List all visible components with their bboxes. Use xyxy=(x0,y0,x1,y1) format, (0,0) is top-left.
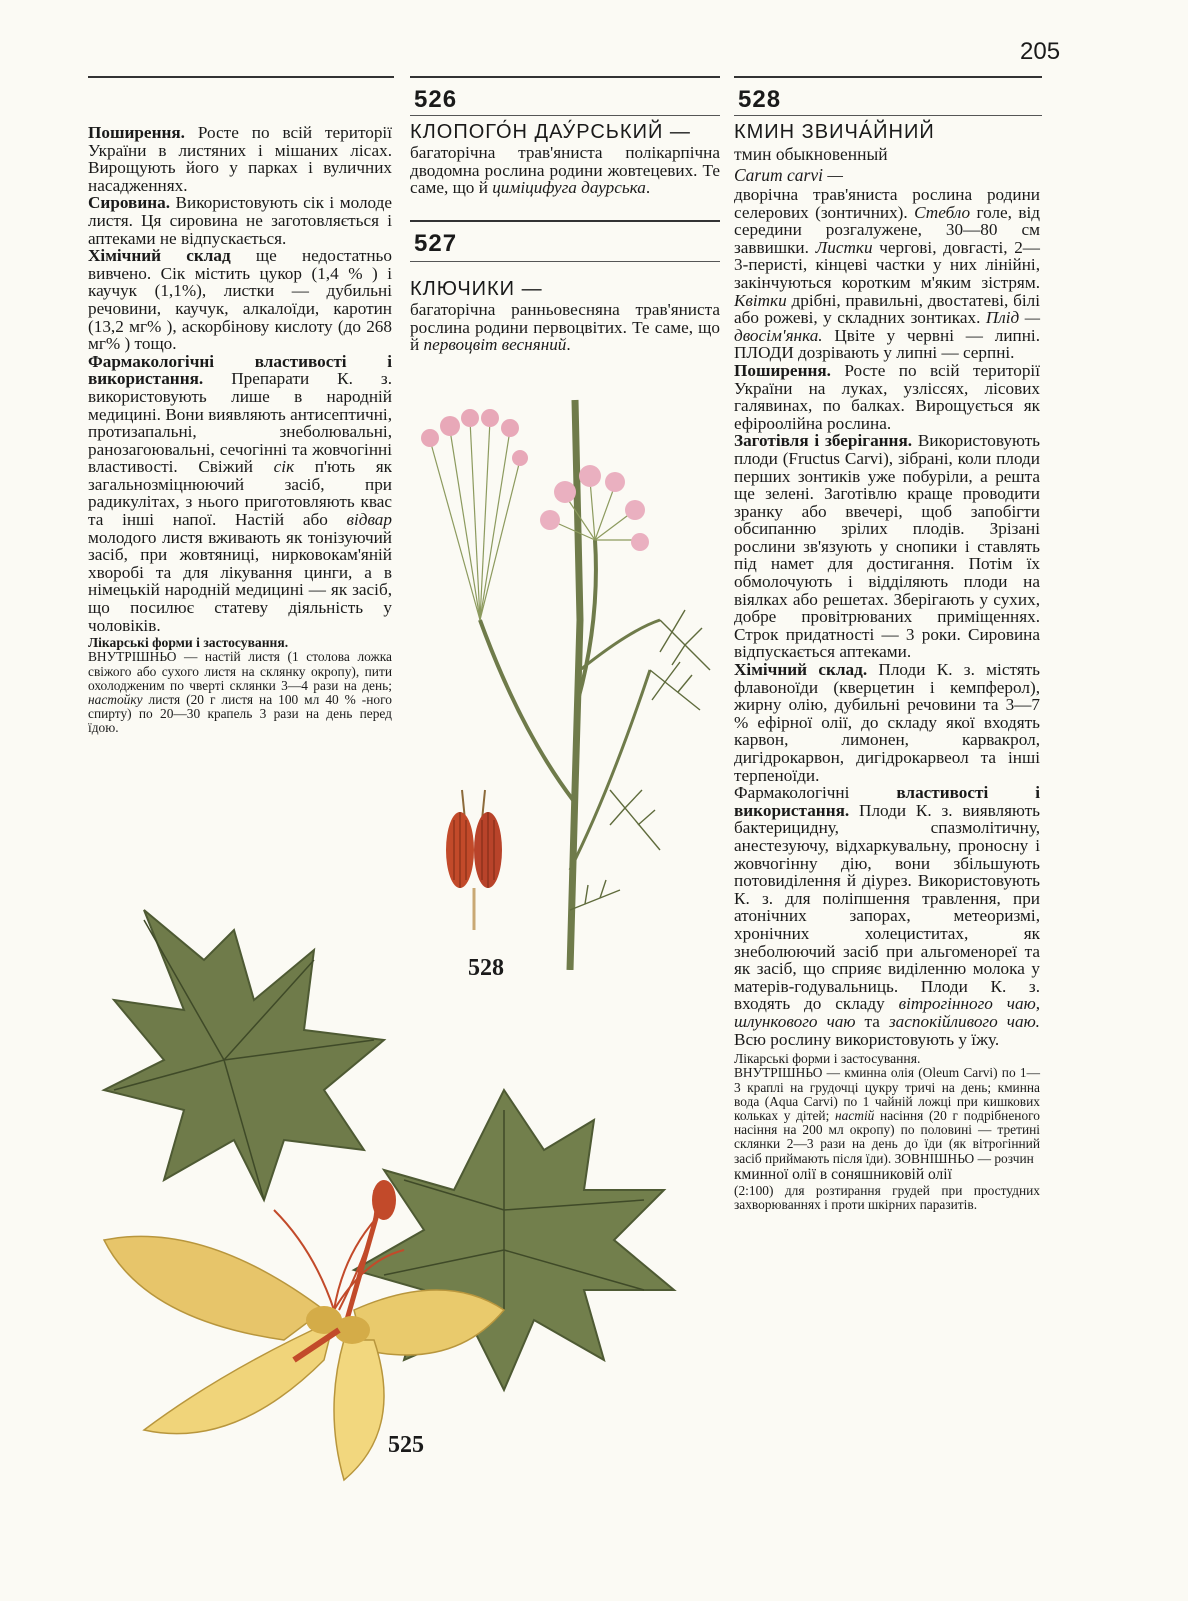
text-528-pharm-c: Всю рослину використовують у їжу. xyxy=(734,1029,1000,1049)
entry-526-title: КЛОПОГО́Н ДАУ́РСЬКИЙ — xyxy=(410,121,691,143)
rule-527-top xyxy=(410,220,720,222)
plate-label-528: 528 xyxy=(468,955,504,981)
entry-528-chemistry xyxy=(734,661,1040,784)
maple-illustration xyxy=(84,890,704,1490)
entry-527-italic: первоцвіт весняний xyxy=(423,335,567,355)
text-pharm-a: Препарати К. з. використовують лише в народній медицині. Вони виявляють антисептичні, протизапальні, знеболювальні, ранозагоювальні, сечогінні та жовчогінні властивості. Свіжий xyxy=(88,369,392,477)
entry-528-spread xyxy=(734,362,1040,432)
italic-stem: Стебло xyxy=(914,202,971,222)
entry-526-body: багаторічна трав'яниста полікарпічна дводомна рослина родини жовтецевих. Те саме, що й xyxy=(410,143,720,198)
entry-526-italic: цимiцифуга даурська xyxy=(492,178,646,198)
text-spread: Росте по всій території України в листяних і мішаних лісах. Вирощують його у парках і вуличних насадженнях. xyxy=(88,123,392,195)
entry-527-number: 527 xyxy=(414,230,458,257)
italic-fruit: Плід — двосім'янка. xyxy=(734,308,1040,345)
label-528-harvest: Заготівля і зберігання. xyxy=(734,431,913,451)
label-chemistry: Хімічний склад xyxy=(88,246,231,266)
desc-1: дворічна трав'яниста рослина родини селерових (зонтичних). xyxy=(734,185,1040,222)
forms-heading: Лікарські форми і застосування. xyxy=(88,635,289,651)
text-528-pharm-a: Плоди К. з. виявляють бактерицидну, спазмолітичну, анестезуючу, відхаркувальну, проносну і жовчогінну дію, вони збільшують потовиділення й діурез. Використовують К. з. для поліпшення травлення, при атонічних запорах, метеоризмі, хронічних холециститах, як знеболюючий засіб при альгоменореї та як засіб, що сприяє виділенню молока у матерів-годувальниць. Плоди К. з. входять до складу xyxy=(734,800,1040,1014)
entry-527 xyxy=(410,278,720,354)
entry-528-pharmacology xyxy=(734,784,1040,1048)
text-raw-material: Використовують сік і молоде листя. Ця сировина не заготовляється і аптеками не відпускається. xyxy=(88,193,392,248)
paragraph-chemistry xyxy=(88,247,392,353)
forms-528-text xyxy=(734,1066,1040,1165)
label-528-chem: Хімічний склад. xyxy=(734,660,868,680)
italic-decoction: відвар xyxy=(346,510,392,530)
forms-text-a: ВНУТРІШНЬО — настій листя (1 столова ложка свіжого або сухого листя на склянку окропу), пити охолодженим по чверті склянки 3—4 рази на день; xyxy=(88,649,392,693)
italic-528-teas: вітрогінного чаю, шлункового чаю xyxy=(734,994,1040,1031)
forms-text-b: листя (20 г листя на 100 мл 40 % -ного спирту) по 20—30 крапель 3 рази на день перед їдою. xyxy=(88,692,392,736)
rule-527 xyxy=(410,261,720,262)
entry-528-description xyxy=(734,186,1040,362)
forms-text xyxy=(88,650,392,735)
label-528-pharm-a: Фармакологічні xyxy=(734,783,850,803)
forms-528-big-line: кминної олії в соняшниковій олії xyxy=(734,1165,952,1183)
entry-528-title: КМИН ЗВИЧА́ЙНИЙ xyxy=(734,121,935,143)
entry-528-russian: тмин обыкновенный xyxy=(734,144,888,164)
entry-526 xyxy=(410,121,720,197)
desc-5: Цвіте у червні — липні. ПЛОДИ дозрівають у липні — серпні. xyxy=(734,325,1040,363)
label-spread: Поширення. xyxy=(88,123,185,142)
entry-528-number: 528 xyxy=(738,86,782,113)
entry-527-text xyxy=(410,301,720,354)
entry-527-body: багаторічна ранньовесняна трав'яниста рослина родини первоцвітих. Те саме, що й xyxy=(410,300,720,355)
forms-528-c: (2:100) для розтирання грудей при простудних захворюваннях і проти шкірних паразитів. xyxy=(734,1182,1040,1212)
entry-527-end: . xyxy=(566,335,571,355)
entry-526-number: 526 xyxy=(414,86,458,113)
top-rule-col2 xyxy=(410,76,720,78)
desc-2: голе, від середини розгалужене, 30—80 см заввишки. xyxy=(734,202,1040,257)
top-rule-col3 xyxy=(734,76,1042,78)
entry-528-forms xyxy=(734,1052,1040,1212)
italic-sap: сік xyxy=(273,457,295,477)
entry-528-harvest xyxy=(734,432,1040,661)
paragraph-spread xyxy=(88,124,392,194)
forms-528-italic: настій xyxy=(835,1107,875,1123)
text-528-chem: Плоди К. з. містять флавоноїди (кверцетин і кемпферол), жирну олію, дубильні речовини та 3—7 % ефірної олії, до складу якої входять карвон, лимонен, карвакрол, дигідрокарвон, дигідрокарвеол та інші терпеноїди. xyxy=(734,660,1040,785)
label-528-spread: Поширення. xyxy=(734,360,831,380)
text-pharm-b: п'ють як загальнозміцнюючий засіб, при радикулітах, з нього приготовляють квас та інші напої. Настій або xyxy=(88,457,393,530)
rule-526 xyxy=(410,115,720,116)
paragraph-raw-material xyxy=(88,194,392,247)
text-528-spread: Росте по всій території України на луках, узліссях, лісових галявинах, по балках. Вирощується як ефіроолійна рослина. xyxy=(734,360,1040,433)
entry-528-latin: Carum carvi — xyxy=(734,165,843,185)
entry-528 xyxy=(734,121,1040,1212)
label-pharmacology: Фармакологічні властивості і використання. xyxy=(88,351,392,389)
rule-528 xyxy=(734,115,1042,116)
desc-4: дрібні, правильні, двостатеві, білі або рожеві, у складних зонтиках. xyxy=(734,290,1040,328)
italic-flowers: Квітки xyxy=(734,290,787,310)
forms-528-b: насіння (20 г подрібненого насіння на 200 мл окропу) по половині — третині склянки 2—3 рази на день до їди (як вітрогінний засіб приймають після їди). ЗОВНІШНЬО — розчин xyxy=(734,1107,1040,1166)
italic-528-calming: заспокійливого чаю. xyxy=(888,1011,1040,1031)
text-chemistry: ще недостатньо вивчено. Сік містить цукор (1,4 % ) і каучук (1,1%), листки — дубильні речовини, каучук, алкалоїди, каротин (13,2 мг% ), аскорбінову кислоту (до 268 мг% ) тощо. xyxy=(88,246,392,354)
plate-label-525: 525 xyxy=(388,1432,424,1458)
caraway-illustration xyxy=(410,370,730,970)
desc-3: чергові, довгасті, 2—3-перисті, кінцеві частки у них лінійні, закінчуються коротким м'яким зістрям. xyxy=(734,237,1040,292)
entry-527-title: КЛЮЧИКИ — xyxy=(410,278,543,300)
entry-526-end: . xyxy=(645,178,651,198)
label-raw-material: Сировина. xyxy=(88,193,171,213)
column-1 xyxy=(88,124,392,736)
top-rule-col1 xyxy=(88,76,394,78)
forms-italic: настойку xyxy=(88,692,143,708)
forms-528-a: ВНУТРІШНЬО — кминна олія (Oleum Carvi) по 1—3 краплі на грудочці цукру тричі на день; кминна вода (Aqua Carvi) по 1 чайній ложці при кишкових кольках у дітей; xyxy=(734,1065,1040,1123)
entry-528-body xyxy=(734,186,1040,1048)
text-528-harvest: Використовують плоди (Fructus Carvi), зібрані, коли плоди перших зонтиків уже побуріли, а решта ще зелені. Заготівлю краще проводити зранку або ввечері, щоб запобігти обсипанню зрілих плодів. Зрізані рослини зв'язують у снопики і ставлять під намет для достигання. Потім їх обмолочують і відділяють плоди на віялках або решетах. Зберігають у сухих, добре провітрюваних приміщеннях. Строк придатності — 3 роки. Сировина відпускається аптеками. xyxy=(734,431,1040,662)
text-pharm-c: молодого листя вживають як тонізуючий засіб, при жовтяниці, нирковокам'яній хворобі та для лікування цинги, а в німецькій народній медицині — як засіб, що посилює статеву діяльність у чоловіків. xyxy=(88,527,392,635)
page-number: 205 xyxy=(1020,38,1061,65)
forms-block xyxy=(88,636,392,735)
forms-528-heading: Лікарські форми і застосування. xyxy=(734,1051,921,1067)
paragraph-pharmacology xyxy=(88,353,392,635)
label-528-pharm-b: властивості і використання. xyxy=(734,783,1040,820)
text-528-pharm-b: та xyxy=(855,1011,889,1031)
italic-leaves: Листки xyxy=(815,237,873,257)
entry-526-text xyxy=(410,144,720,197)
